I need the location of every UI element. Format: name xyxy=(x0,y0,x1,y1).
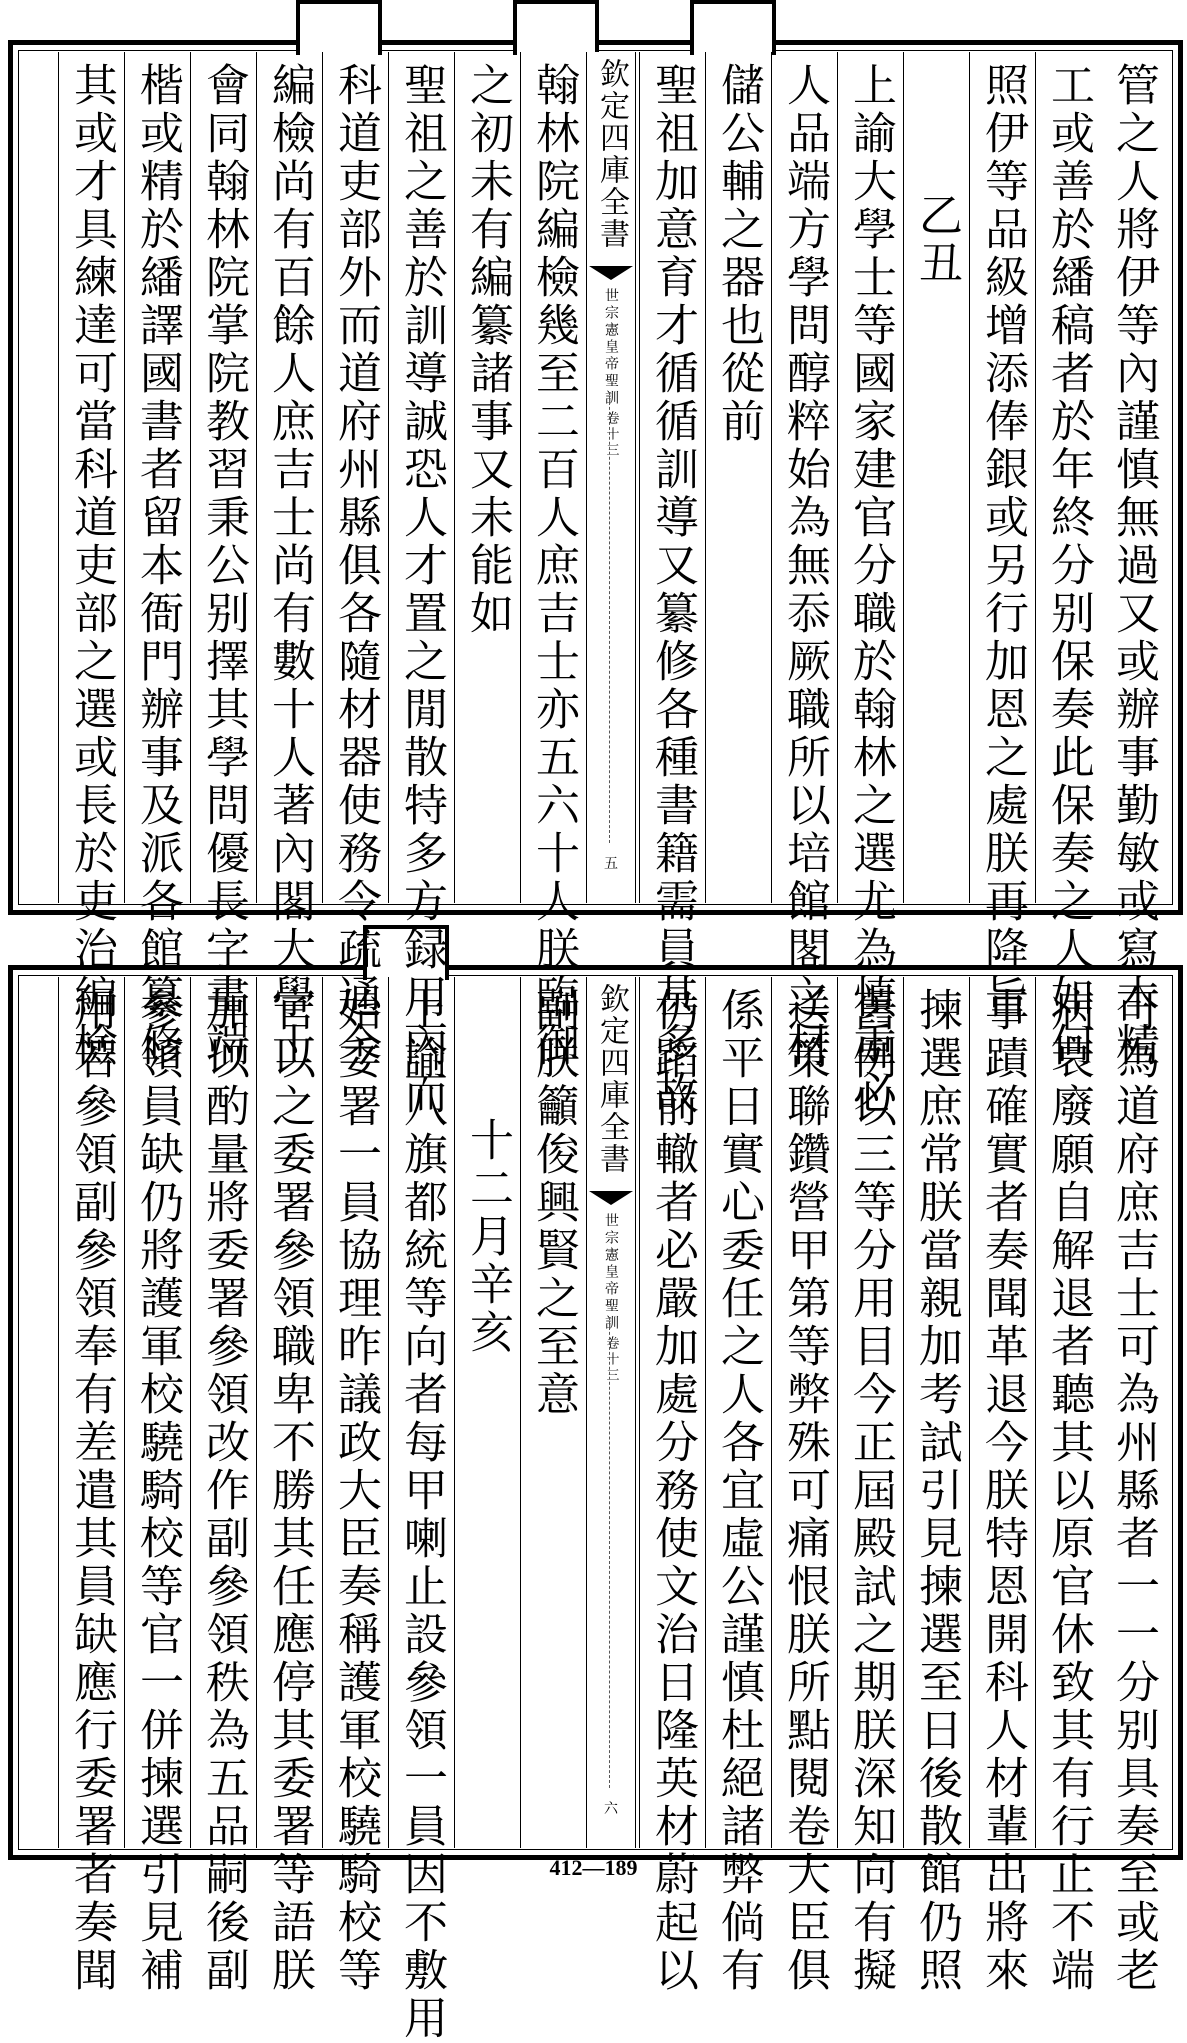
section-subtitle: 世宗憲皇帝聖訓 xyxy=(603,288,619,407)
text-column: 舊例以三等分用目今正屆殿試之期朕深知向有擬 xyxy=(837,977,903,1848)
fish-tail-mark xyxy=(589,1191,633,1205)
text-column: 係平日實心委任之人各宜虛公謹慎杜絕諸弊倘有 xyxy=(705,977,771,1848)
text-column: 儲公輔之器也從前 xyxy=(705,52,771,903)
text-column: 始委署一員協理昨議政大臣奏稱護軍校驍騎校等 xyxy=(322,977,388,1848)
center-dashed-line xyxy=(609,392,610,843)
text-column: 編檢尚有百餘人庶吉士尚有數十人著內閣大學士 xyxy=(256,52,322,903)
text-column: 聖祖之善於訓導誠恐人才置之閒散特多方録用內而 xyxy=(388,52,454,903)
text-column: 病衰廢願自解退者聽其以原官休致其有行止不端 xyxy=(1035,977,1101,1848)
text-column: 科道吏部外而道府州縣俱各隨材器使務令疏通今 xyxy=(322,52,388,903)
text-column: 管之人將伊等內謹慎無過又或辦事勤敏或寫本精 xyxy=(1108,62,1159,1070)
text-column: 參領員缺仍將護軍校驍騎校等官一併揀選引見補 xyxy=(124,977,190,1848)
text-column: 其或才具練達可當科道吏部之選或長於吏治編檢 xyxy=(58,52,124,903)
top-tab-middle xyxy=(513,0,599,55)
text-column: 揀選庶常朕當親加考試引見揀選至日後散館仍照 xyxy=(903,977,969,1848)
text-column: 聖祖加意育才循循訓導又纂修各種書籍需員甚多故 xyxy=(639,52,705,903)
text-column: 會同翰林院掌院教習秉公别擇其學問優長字畫端 xyxy=(190,52,256,903)
text-column: 加以酌量將委署參領改作副參領秩為五品嗣後副 xyxy=(190,977,256,1848)
page-folio: 六 xyxy=(604,1801,618,1817)
top-tab-right xyxy=(690,0,776,55)
top-tab-left xyxy=(296,0,382,55)
text-column: 官以之委署參領職卑不勝其任應停其委署等語朕 xyxy=(256,977,322,1848)
page-reference-number: 412—189 xyxy=(549,1855,638,1880)
text-column: 可為道府庶吉士可為州縣者一一分别具奏至或老 xyxy=(1108,987,1159,1995)
text-column: 上諭八旗都統等向者每甲喇止設參領一員因不敷用 xyxy=(388,977,454,1848)
volume-number: 卷十三 xyxy=(603,411,619,459)
top-leaf xyxy=(8,0,1183,1118)
text-column: 工或善於繙稿者於年終分别保奏此保奏之人如何 xyxy=(1035,52,1101,903)
center-margin xyxy=(586,977,636,1848)
text-column: 人品端方學問醇粹始為無忝厥職所以培館閣之材 xyxy=(771,52,837,903)
fish-tail-mark xyxy=(589,266,633,280)
book-title: 欽定四庫全書 xyxy=(594,58,629,250)
page-folio: 五 xyxy=(604,856,618,872)
text-column: 上諭大學士等國家建官分職於翰林之選尤為慎重必 xyxy=(837,52,903,903)
text-column: 之初未有編纂諸事又未能如 xyxy=(454,52,520,903)
center-dashed-line xyxy=(609,1317,610,1788)
text-column: 楷或精於繙譯國書者留本衙門辦事及派各館纂修 xyxy=(124,52,190,903)
center-margin xyxy=(586,52,636,903)
text-column: 十二月辛亥 xyxy=(454,977,520,1848)
text-column: 用若參領副參領奉有差遣其員缺應行委署者奏聞 xyxy=(58,977,124,1848)
text-column: 乙丑 xyxy=(903,52,969,903)
text-column: 翰林院編檢幾至二百人庶吉士亦五六十人朕臨御 xyxy=(520,52,586,903)
section-subtitle: 世宗憲皇帝聖訓 xyxy=(603,1213,619,1332)
text-column: 事蹟確實者奏聞革退今朕特恩開科人材輩出將來 xyxy=(969,977,1035,1848)
volume-number: 卷十三 xyxy=(603,1336,619,1384)
book-title: 欽定四庫全書 xyxy=(594,983,629,1175)
text-column: 送策聯鑽營甲第等弊殊可痛恨朕所點閱卷大臣俱 xyxy=(771,977,837,1848)
text-column: 副朕籲俊興賢之至意 xyxy=(520,977,586,1848)
text-column: 照伊等品級增添俸銀或另行加恩之處朕再降旨 xyxy=(969,52,1035,903)
text-column: 仍蹈前轍者必嚴加處分務使文治日隆英材蔚起以 xyxy=(639,977,705,1848)
